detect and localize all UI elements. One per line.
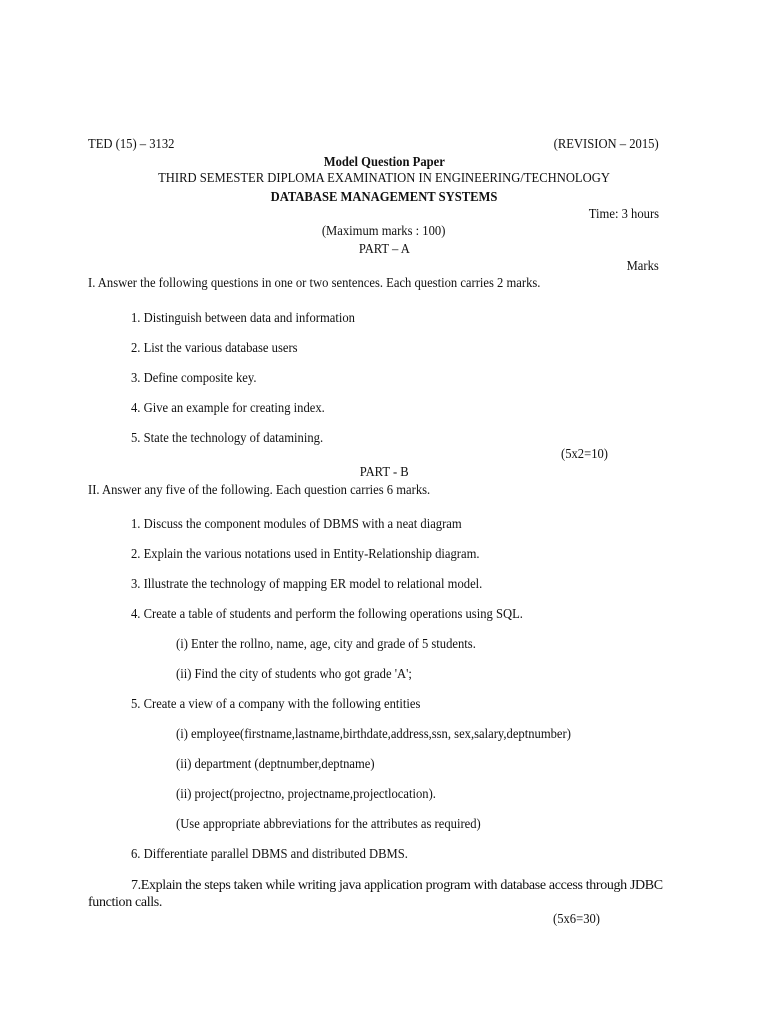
part-b-question-5-sub-1: (i) employee(firstname,lastname,birthdate,address,ssn, sex,salary,deptnumber) [176, 727, 571, 742]
part-b-question-3: 3. Illustrate the technology of mapping ER model to relational model. [131, 577, 483, 592]
revision-label: (REVISION – 2015) [554, 137, 659, 152]
part-b-question-5: 5. Create a view of a company with the following entities [131, 697, 421, 712]
subject-title: DATABASE MANAGEMENT SYSTEMS [270, 190, 498, 205]
part-b-title: PART - B [359, 465, 409, 480]
part-b-question-5-sub-2: (ii) department (deptnumber,deptname) [176, 757, 375, 772]
paper-code: TED (15) – 3132 [88, 137, 175, 152]
part-b-question-2: 2. Explain the various notations used in Entity-Relationship diagram. [131, 547, 480, 562]
part-a-question-5: 5. State the technology of datamining. [131, 431, 324, 446]
model-question-heading: Model Question Paper [323, 155, 445, 170]
part-a-question-4: 4. Give an example for creating index. [131, 401, 325, 416]
part-a-total: (5x2=10) [561, 447, 609, 462]
part-b-question-6: 6. Differentiate parallel DBMS and distributed DBMS. [131, 847, 408, 862]
part-b-question-4-sub-2: (ii) Find the city of students who got grade 'A'; [176, 667, 412, 682]
max-marks-label: (Maximum marks : 100) [322, 224, 446, 239]
part-b-question-7: 7.Explain the steps taken while writing java application program with database access through JDBC function calls. [88, 878, 663, 910]
time-label: Time: 3 hours [588, 207, 659, 222]
part-b-question-1: 1. Discuss the component modules of DBMS with a neat diagram [131, 517, 462, 532]
part-a-title: PART – A [358, 242, 410, 257]
part-a-question-2: 2. List the various database users [131, 341, 298, 356]
part-a-question-1: 1. Distinguish between data and information [131, 311, 355, 326]
part-b-question-5-note: (Use appropriate abbreviations for the attributes as required) [176, 817, 481, 832]
part-a-instruction: I. Answer the following questions in one or two sentences. Each question carries 2 marks. [88, 276, 541, 291]
part-b-question-4-sub-1: (i) Enter the rollno, name, age, city and grade of 5 students. [176, 637, 476, 652]
part-b-instruction: II. Answer any five of the following. Each question carries 6 marks. [88, 483, 431, 498]
part-b-question-5-sub-3: (ii) project(projectno, projectname,projectlocation). [176, 787, 436, 802]
marks-column-label: Marks [626, 259, 659, 274]
part-b-total: (5x6=30) [553, 912, 601, 927]
part-b-question-4: 4. Create a table of students and perform the following operations using SQL. [131, 607, 523, 622]
part-a-question-3: 3. Define composite key. [131, 371, 257, 386]
exam-title: THIRD SEMESTER DIPLOMA EXAMINATION IN ENGINEERING/TECHNOLOGY [158, 171, 610, 186]
